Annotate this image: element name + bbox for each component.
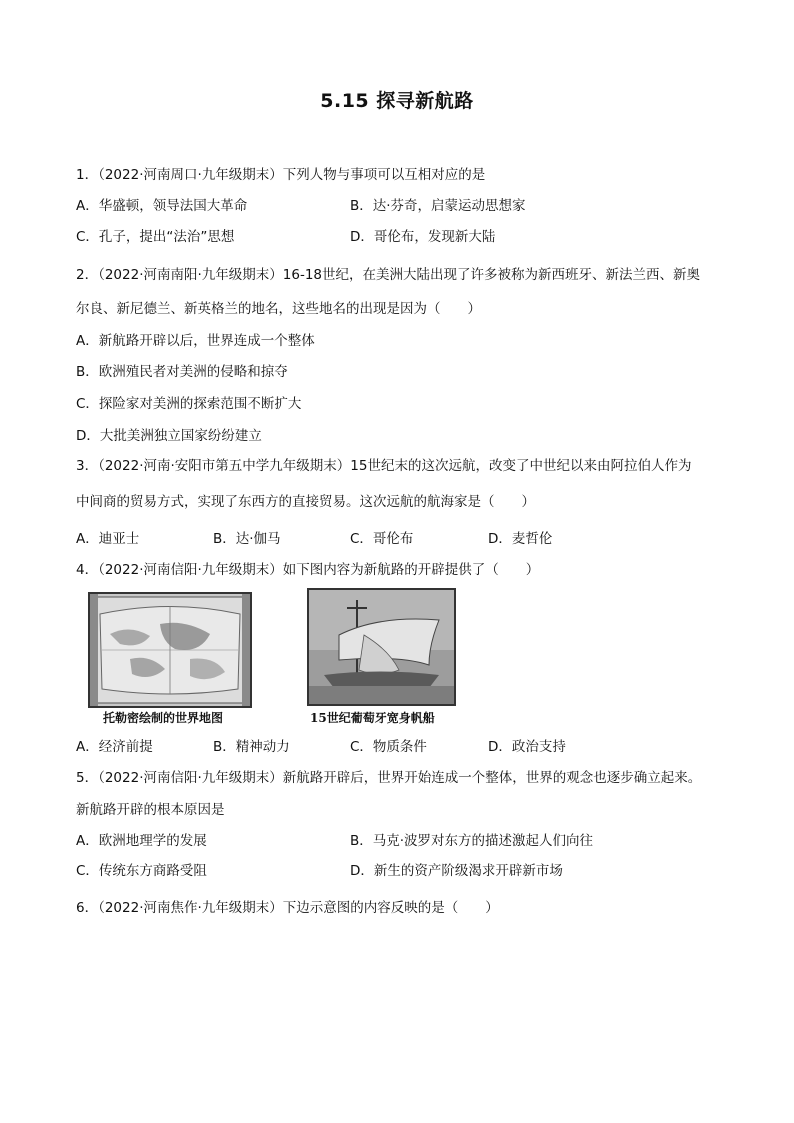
question-1-option-b: B．达·芬奇，启蒙运动思想家 bbox=[350, 198, 526, 214]
question-3-stem-line-1: 3．（2022·河南·安阳市第五中学九年级期末）15世纪末的这次远航，改变了中世纪以来由阿拉伯人作为 bbox=[76, 458, 692, 474]
page-title: 5.15 探寻新航路 bbox=[320, 90, 474, 112]
question-1-option-a: A．华盛顿，领导法国大革命 bbox=[76, 198, 248, 214]
world-map-illustration bbox=[90, 594, 250, 706]
caravel-ship-illustration bbox=[309, 590, 454, 704]
question-1-option-c: C．孔子，提出“法治”思想 bbox=[76, 229, 235, 245]
question-4-option-d: D．政治支持 bbox=[488, 739, 566, 755]
question-5-option-a: A．欧洲地理学的发展 bbox=[76, 833, 207, 849]
question-2-option-c: C．探险家对美洲的探索范围不断扩大 bbox=[76, 396, 302, 412]
question-5-stem-line-1: 5．（2022·河南信阳·九年级期末）新航路开辟后，世界开始连成一个整体，世界的观念也逐步确立起来。 bbox=[76, 770, 702, 786]
question-2-option-d: D．大批美洲独立国家纷纷建立 bbox=[76, 428, 262, 444]
figure-caption-ship: 15世纪葡萄牙宽身帆船 bbox=[310, 711, 435, 725]
question-2-option-b: B．欧洲殖民者对美洲的侵略和掠夺 bbox=[76, 364, 288, 380]
question-4-option-a: A．经济前提 bbox=[76, 739, 153, 755]
question-5-stem-line-2: 新航路开辟的根本原因是 bbox=[76, 802, 225, 818]
question-5-option-b: B．马克·波罗对东方的描述激起人们向往 bbox=[350, 833, 594, 849]
question-3-stem-line-2: 中间商的贸易方式，实现了东西方的直接贸易。这次远航的航海家是（ ） bbox=[76, 494, 535, 510]
question-2-option-a: A．新航路开辟以后，世界连成一个整体 bbox=[76, 333, 315, 349]
question-5-option-d: D．新生的资产阶级渴求开辟新市场 bbox=[350, 863, 563, 879]
question-3-option-c: C．哥伦布 bbox=[350, 531, 414, 547]
question-5-option-c: C．传统东方商路受阻 bbox=[76, 863, 207, 879]
question-3-option-b: B．达·伽马 bbox=[213, 531, 281, 547]
question-3-option-a: A．迪亚士 bbox=[76, 531, 140, 547]
question-2-stem-line-1: 2．（2022·河南南阳·九年级期末）16-18世纪，在美洲大陆出现了许多被称为新西班牙、新法兰西、新奥 bbox=[76, 267, 701, 283]
question-4-option-b: B．精神动力 bbox=[213, 739, 290, 755]
question-3-option-d: D．麦哲伦 bbox=[488, 531, 553, 547]
figure-caption-map: 托勒密绘制的世界地图 bbox=[103, 711, 224, 725]
question-1-stem: 1．（2022·河南周口·九年级期末）下列人物与事项可以互相对应的是 bbox=[76, 167, 486, 183]
question-1-option-d: D．哥伦布，发现新大陆 bbox=[350, 229, 496, 245]
portuguese-ship-image bbox=[307, 588, 456, 706]
question-4-option-c: C．物质条件 bbox=[350, 739, 427, 755]
question-4-stem: 4．（2022·河南信阳·九年级期末）如下图内容为新航路的开辟提供了（ ） bbox=[76, 562, 540, 578]
ptolemy-world-map-image bbox=[88, 592, 252, 708]
question-2-stem-line-2: 尔良、新尼德兰、新英格兰的地名，这些地名的出现是因为（ ） bbox=[76, 301, 481, 317]
question-6-stem: 6．（2022·河南焦作·九年级期末）下边示意图的内容反映的是（ ） bbox=[76, 900, 499, 916]
